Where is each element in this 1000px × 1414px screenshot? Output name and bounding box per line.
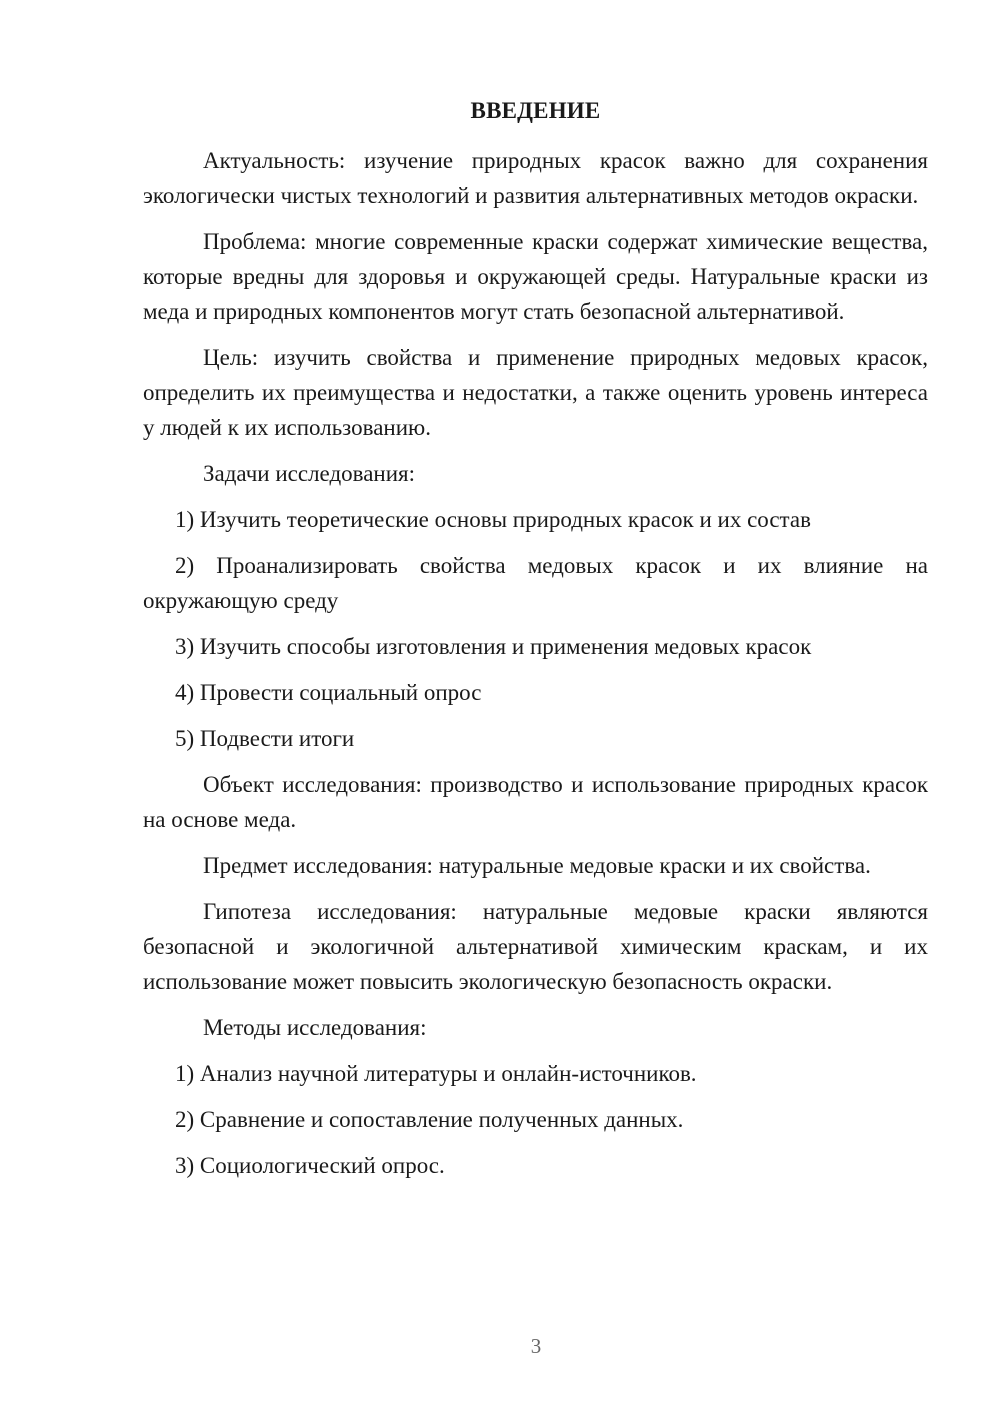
task-item: 1) Изучить теоретические основы природных красок и их состав bbox=[175, 507, 811, 532]
task-item: 4) Провести социальный опрос bbox=[175, 680, 482, 705]
problem-paragraph: Проблема: многие современные краски содержат химические вещества, которые вредны для здоровья и окружающей среды. Натуральные краски из меда и природных компонентов могут стать безопасной альтернативой. bbox=[143, 229, 928, 324]
method-item: 3) Социологический опрос. bbox=[175, 1153, 445, 1178]
methods-heading: Методы исследования: bbox=[203, 1015, 427, 1040]
subject-paragraph: Предмет исследования: натуральные медовые краски и их свойства. bbox=[203, 853, 871, 878]
task-item: 5) Подвести итоги bbox=[175, 726, 355, 751]
task-item: 2) Проанализировать свойства медовых красок и их влияние на окружающую среду bbox=[143, 553, 928, 613]
relevance-paragraph: Актуальность: изучение природных красок важно для сохранения экологически чистых технологий и развития альтернативных методов окраски. bbox=[143, 148, 928, 208]
document-body bbox=[143, 143, 928, 1194]
tasks-heading: Задачи исследования: bbox=[203, 461, 416, 486]
method-item: 1) Анализ научной литературы и онлайн-источников. bbox=[175, 1061, 697, 1086]
object-paragraph: Объект исследования: производство и использование природных красок на основе меда. bbox=[143, 772, 928, 832]
page-title: ВВЕДЕНИЕ bbox=[470, 98, 601, 123]
goal-paragraph: Цель: изучить свойства и применение природных медовых красок, определить их преимущества и недостатки, а также оценить уровень интереса у людей к их использованию. bbox=[143, 345, 928, 440]
hypothesis-paragraph: Гипотеза исследования: натуральные медовые краски являются безопасной и экологичной альтернативой химическим краскам, и их использование может повысить экологическую безопасность окраски. bbox=[143, 899, 928, 994]
page-number: 3 bbox=[530, 1334, 542, 1358]
task-item: 3) Изучить способы изготовления и применения медовых красок bbox=[175, 634, 812, 659]
method-item: 2) Сравнение и сопоставление полученных данных. bbox=[175, 1107, 684, 1132]
